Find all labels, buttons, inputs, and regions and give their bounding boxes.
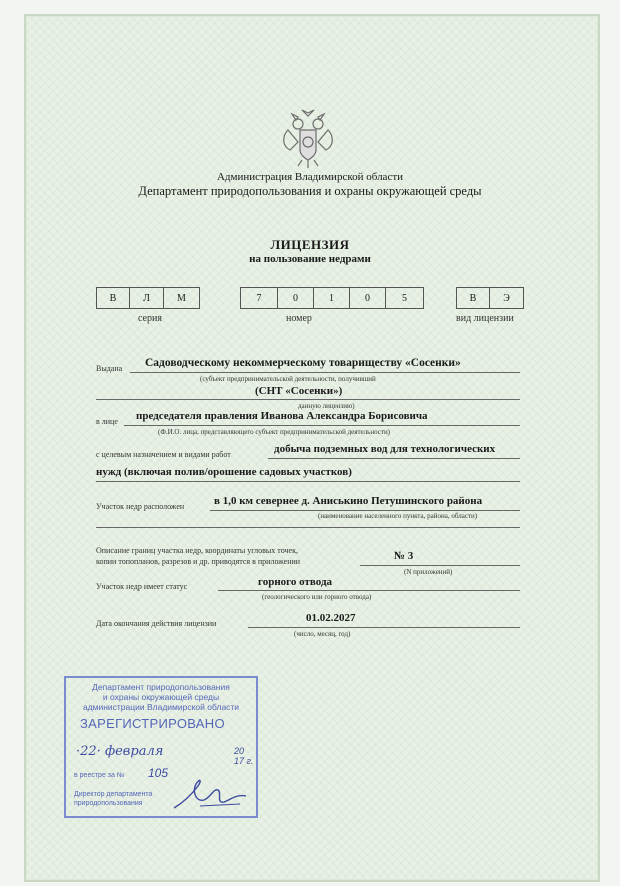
issued-label: Выдана <box>96 364 123 373</box>
location-underline <box>210 510 520 511</box>
stamp-header-line-1: Департамент природопользования <box>92 682 230 692</box>
document-title: ЛИЦЕНЗИЯ <box>270 237 350 252</box>
stamp-director-line-2: природопользования <box>74 800 143 807</box>
type-letter-2: Э <box>490 287 524 309</box>
description-label-2: копии топопланов, разрезов и др. приводятся в приложении <box>96 557 301 566</box>
purpose-label: с целевым назначением и видами работ <box>96 450 231 459</box>
stamp-registered: ЗАРЕГИСТРИРОВАНО <box>80 716 225 731</box>
status-underline <box>218 590 520 591</box>
document-subtitle: на пользование недрами <box>249 253 371 265</box>
issued-value: Садоводческому некоммерческому товариществу «Сосенки» <box>145 357 461 369</box>
description-hint: (N приложений) <box>404 568 453 576</box>
description-label-1: Описание границ участка недр, координаты угловых точек, <box>96 546 298 555</box>
issued-hint: (субъект предпринимательской деятельности, получивший <box>200 375 376 383</box>
number-digit-3: 1 <box>314 287 350 309</box>
stamp-register-label: в реестре за № <box>74 772 125 779</box>
series-letter-3: М <box>164 287 200 309</box>
stamp-director-line-1: Директор департамента <box>74 791 153 798</box>
signature-icon <box>170 774 250 814</box>
location-hint: (наименование населенного пункта, района, области) <box>318 512 478 520</box>
status-hint: (геологического или горного отвода) <box>262 593 372 601</box>
number-digit-2: 0 <box>278 287 314 309</box>
stamp-year: 20 17 г. <box>234 746 254 766</box>
expiry-value: 01.02.2027 <box>306 612 356 624</box>
series-letter-1: В <box>96 287 130 309</box>
location-value: в 1,0 км севернее д. Аниськино Петушинского района <box>214 495 483 507</box>
person-underline <box>124 425 520 426</box>
number-digit-4: 0 <box>350 287 386 309</box>
type-letter-1: В <box>456 287 490 309</box>
expiry-underline <box>248 627 520 628</box>
stamp-register-number: 105 <box>148 766 169 780</box>
stamp-header-line-2: и охраны окружающей среды <box>102 692 220 702</box>
series-letter-2: Л <box>130 287 164 309</box>
series-caption: серия <box>138 313 162 324</box>
purpose-underline-2 <box>96 481 520 482</box>
issued-underline-2 <box>96 399 520 400</box>
description-value: № 3 <box>394 550 414 562</box>
expiry-hint: (число, месяц, год) <box>294 630 351 638</box>
description-underline <box>360 565 520 566</box>
status-label: Участок недр имеет статус <box>96 582 188 591</box>
issued-value-short: (СНТ «Сосенки») <box>255 385 343 397</box>
location-label: Участок недр расположен <box>96 502 185 511</box>
stamp-director <box>74 790 152 808</box>
stamp-header-line-3: администрации Владимирской области <box>82 702 240 712</box>
stamp-header <box>66 682 256 712</box>
type-caption: вид лицензии <box>456 313 514 324</box>
person-value: председателя правления Иванова Александра Борисовича <box>136 410 428 422</box>
number-digit-1: 7 <box>240 287 278 309</box>
purpose-value-1: добыча подземных вод для технологических <box>274 443 496 455</box>
person-hint: (Ф.И.О. лица, представляющего субъект предпринимательской деятельности) <box>158 428 391 436</box>
department-line: Департамент природопользования и охраны окружающей среды <box>138 184 482 198</box>
issued-hint-2: данную лицензию) <box>298 402 355 410</box>
location-underline-2 <box>96 527 520 528</box>
stamp-date: ·22· февраля <box>76 744 164 759</box>
status-value: горного отвода <box>258 576 333 588</box>
issued-underline <box>130 372 520 373</box>
admin-line: Администрация Владимирской области <box>216 171 404 183</box>
person-label: в лице <box>96 417 118 426</box>
purpose-underline-1 <box>268 458 520 459</box>
registration-stamp <box>64 676 258 818</box>
expiry-label: Дата окончания действия лицензии <box>96 619 217 628</box>
number-caption: номер <box>286 313 312 324</box>
purpose-value-2: нужд (включая полив/орошение садовых участков) <box>96 466 352 478</box>
coat-of-arms-icon <box>276 106 340 170</box>
number-digit-5: 5 <box>386 287 424 309</box>
